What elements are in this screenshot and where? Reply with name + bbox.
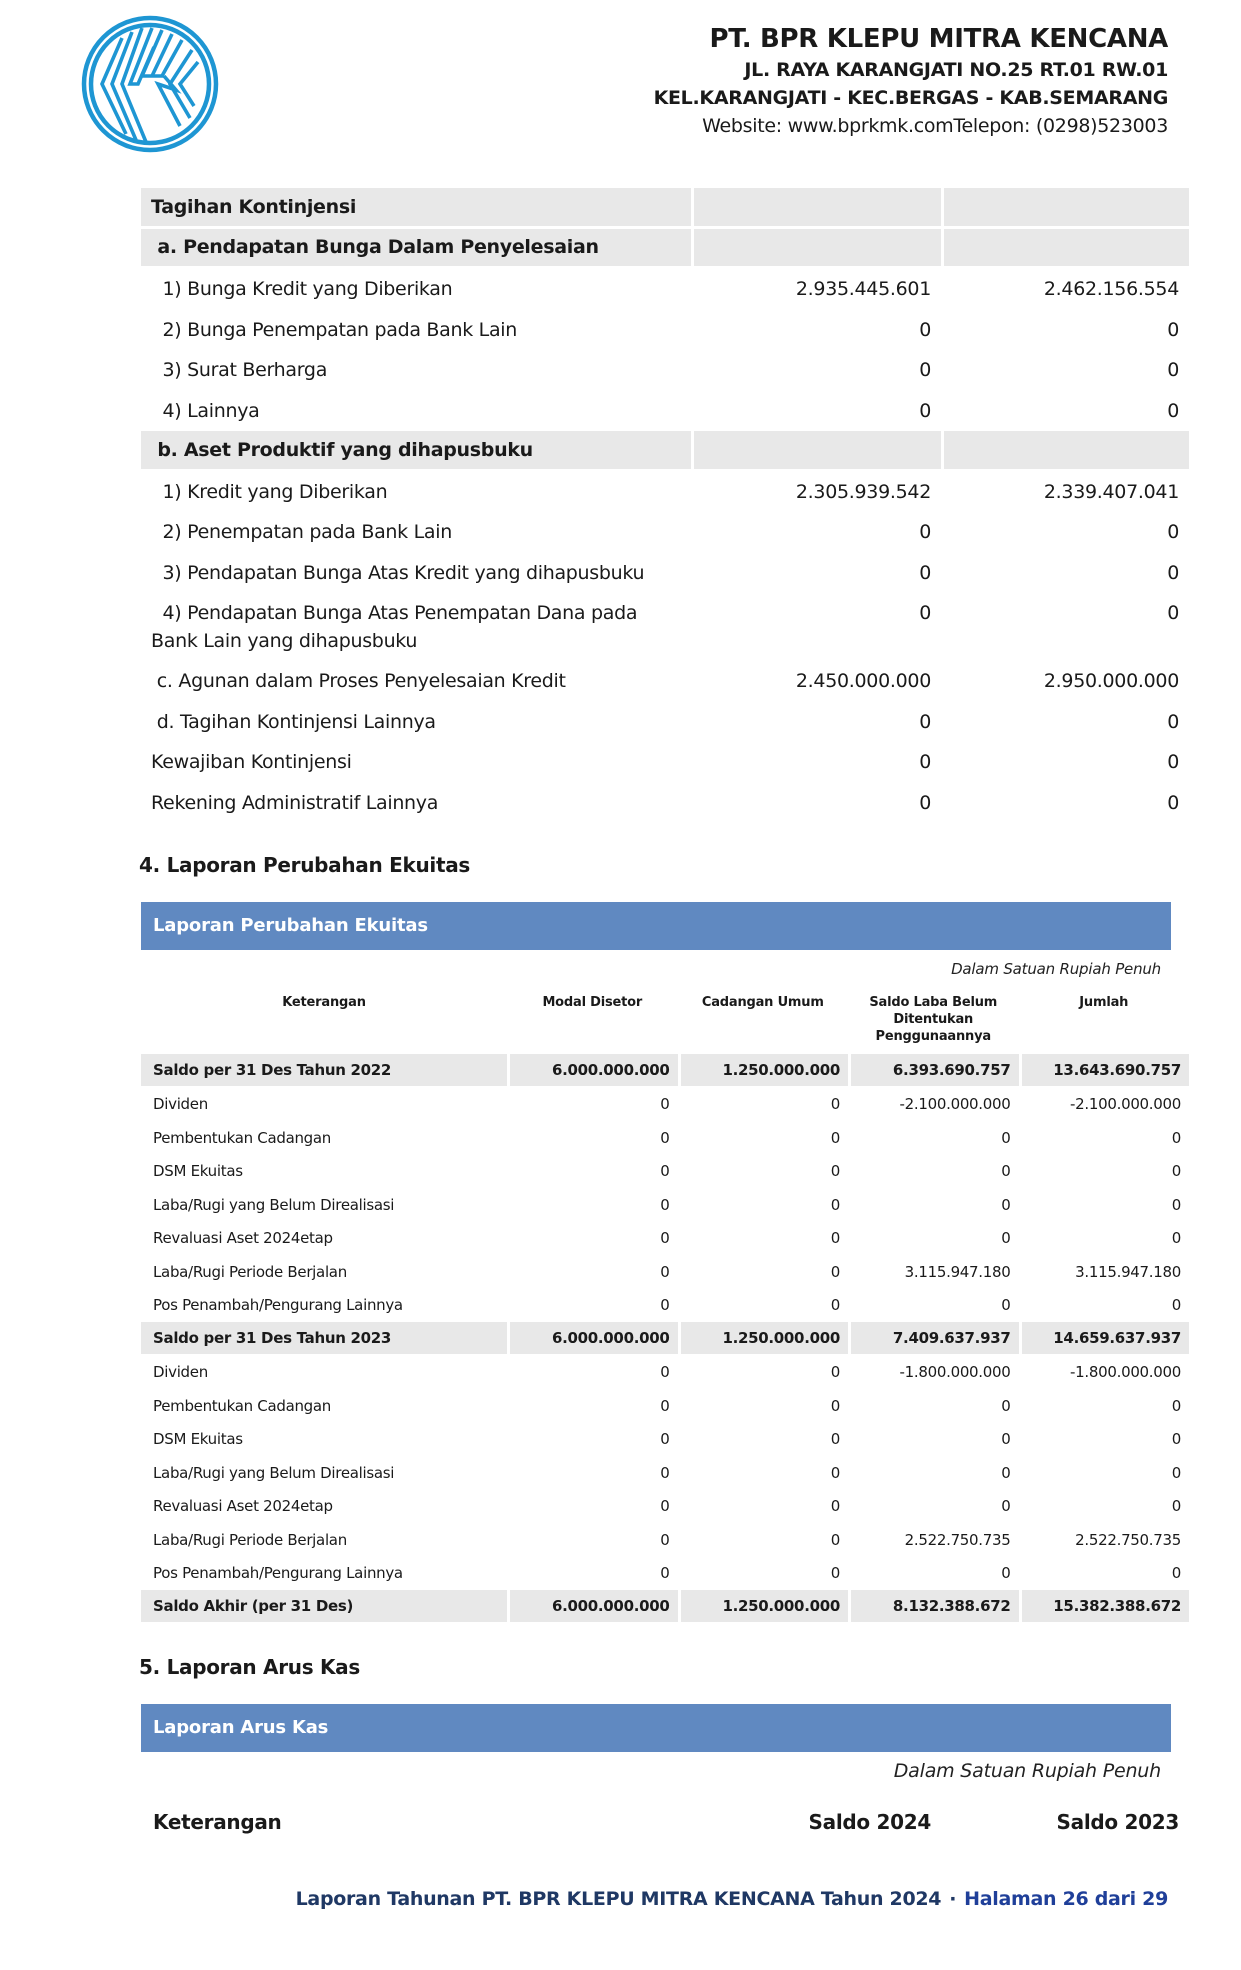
value-2024 [691,188,941,229]
table-row [141,269,1189,310]
cell-value: 0 [830,1296,841,1315]
cell-value: 0 [1001,1229,1011,1248]
cell-value: 2.522.750.735 [904,1530,1011,1549]
cell-value: 7.409.637.937 [848,1322,1018,1356]
cell-value: 6.000.000.000 [507,1590,677,1624]
cell-value: 0 [660,1162,670,1181]
cell-value: 0 [1171,1564,1181,1583]
table-row [141,1490,1189,1524]
value-2023 [941,188,1189,229]
cell-value: 0 [660,1095,670,1114]
value-2023: 0 [1167,399,1179,422]
row-label: Laba/Rugi yang Belum Direalisasi [153,1463,395,1482]
column-header: Cadangan Umum [701,995,824,1010]
cell-value: 0 [830,1128,841,1147]
cell-value: 6.000.000.000 [507,1054,677,1088]
table-row [141,1088,1189,1122]
cell-value: 0 [830,1095,841,1114]
table-row [141,188,1189,229]
row-label: Dividen [153,1095,208,1114]
row-label: Pos Penambah/Pengurang Lainnya [153,1296,403,1315]
table-row [141,702,1189,743]
contingency-table [141,188,1189,823]
column-header-keterangan: Keterangan [153,1810,282,1834]
value-2024: 0 [919,710,931,733]
value-2023: 0 [1167,751,1179,774]
row-label: Pembentukan Cadangan [153,1128,331,1147]
section-title-cashflow: 5. Laporan Arus Kas [139,1655,360,1679]
value-2023: 0 [1167,791,1179,814]
cashflow-column-headers [141,1810,1189,1834]
row-label: 4) Pendapatan Bunga Atas Penempatan Dana pada Bank Lain yang dihapusbuku [151,602,643,652]
row-label: Dividen [153,1363,208,1382]
cell-value: 0 [660,1463,670,1482]
value-2023: 0 [1167,602,1179,624]
value-2024: 0 [919,791,931,814]
cell-value: 0 [1171,1430,1181,1449]
table-row [141,229,1189,270]
table-row [141,1222,1189,1256]
row-label: Tagihan Kontinjensi [141,188,691,229]
cell-value: 0 [1171,1463,1181,1482]
value-2024: 0 [919,561,931,584]
cell-value: 1.250.000.000 [678,1054,848,1088]
value-2023: 0 [1167,710,1179,733]
row-label: Pos Penambah/Pengurang Lainnya [153,1564,403,1583]
cell-value: 0 [830,1463,841,1482]
value-2023 [941,431,1189,472]
cell-value: 0 [660,1262,670,1281]
cell-value: 0 [1001,1296,1011,1315]
cell-value: 0 [1001,1195,1011,1214]
value-2024: 2.305.939.542 [795,480,931,503]
company-header [654,22,1168,140]
row-label: Laba/Rugi Periode Berjalan [153,1530,347,1549]
table-row [141,310,1189,351]
cell-value: 0 [1171,1497,1181,1516]
cell-value: 0 [830,1229,841,1248]
cell-value: 0 [1001,1497,1011,1516]
row-label: 3) Surat Berharga [151,359,328,382]
row-label: a. Pendapatan Bunga Dalam Penyelesaian [141,229,691,270]
row-label: 2) Bunga Penempatan pada Bank Lain [151,318,518,341]
value-2024: 0 [919,602,931,624]
cell-value: 0 [1001,1396,1011,1415]
cell-value: -1.800.000.000 [899,1363,1011,1382]
cell-value: 14.659.637.937 [1019,1322,1190,1356]
value-2024: 0 [919,751,931,774]
cell-value: 0 [830,1363,841,1382]
equity-table-header-row [141,990,1189,1054]
row-label: Rekening Administratif Lainnya [151,791,439,814]
table-row [141,593,1189,661]
page-footer [296,1888,1168,1910]
cell-value: 0 [1001,1128,1011,1147]
value-2024: 2.450.000.000 [795,670,931,693]
table-row [141,431,1189,472]
value-2024: 0 [919,399,931,422]
table-row [141,1523,1189,1557]
cell-value: 2.522.750.735 [1075,1530,1181,1549]
cell-value: 3.115.947.180 [904,1262,1011,1281]
cell-value: 0 [1171,1229,1181,1248]
value-2024: 0 [919,521,931,544]
value-2023: 2.339.407.041 [1043,480,1179,503]
cell-value: 6.000.000.000 [507,1322,677,1356]
cashflow-unit-note: Dalam Satuan Rupiah Penuh [893,1760,1161,1782]
row-label: 4) Lainnya [151,399,260,422]
column-header-saldo-2024: Saldo 2024 [808,1810,931,1834]
table-row [141,1289,1189,1323]
value-2023: 0 [1167,561,1179,584]
cell-value: 0 [660,1564,670,1583]
company-contact: Website: www.bprkmk.comTelepon: (0298)523003 [702,115,1168,137]
cell-value: 0 [830,1262,841,1281]
cell-value: -2.100.000.000 [1070,1095,1181,1114]
cell-value: 13.643.690.757 [1019,1054,1190,1088]
row-label: Pembentukan Cadangan [153,1396,331,1415]
value-2023: 0 [1167,359,1179,382]
row-label: Revaluasi Aset 2024etap [153,1229,333,1248]
column-header-saldo-2023: Saldo 2023 [1056,1810,1179,1834]
cashflow-table-header-bar: Laporan Arus Kas [141,1704,1171,1752]
saldo-row [141,1322,1189,1356]
column-header: Jumlah [1079,995,1129,1010]
cell-value: 0 [660,1296,670,1315]
value-2023 [941,229,1189,270]
row-label: Saldo Akhir (per 31 Des) [141,1590,507,1624]
table-row [141,1423,1189,1457]
row-label: 2) Penempatan pada Bank Lain [151,521,452,544]
table-row [141,1389,1189,1423]
table-row [141,553,1189,594]
cell-value: 15.382.388.672 [1019,1590,1190,1624]
value-2024: 0 [919,359,931,382]
row-label: Saldo per 31 Des Tahun 2023 [141,1322,507,1356]
row-label: Laba/Rugi Periode Berjalan [153,1262,347,1281]
table-row [141,661,1189,702]
cell-value: 6.393.690.757 [848,1054,1018,1088]
cell-value: 0 [1001,1162,1011,1181]
table-row [141,1188,1189,1222]
cell-value: 0 [1171,1195,1181,1214]
table-row [141,742,1189,783]
cell-value: 0 [1171,1296,1181,1315]
cell-value: -2.100.000.000 [899,1095,1011,1114]
cell-value: 8.132.388.672 [848,1590,1018,1624]
cell-value: 0 [1171,1128,1181,1147]
cell-value: 1.250.000.000 [678,1322,848,1356]
cell-value: 0 [830,1162,841,1181]
saldo-row [141,1590,1189,1624]
table-row [141,783,1189,824]
value-2023: 2.462.156.554 [1043,278,1179,301]
row-label: 1) Bunga Kredit yang Diberikan [151,278,453,301]
footer-separator: · [949,1888,957,1910]
cell-value: 0 [660,1530,670,1549]
value-2024: 0 [919,318,931,341]
value-2023: 0 [1167,521,1179,544]
table-row [141,1557,1189,1591]
cell-value: 0 [830,1564,841,1583]
cell-value: 3.115.947.180 [1075,1262,1181,1281]
cell-value: 0 [660,1363,670,1382]
cell-value: 0 [830,1430,841,1449]
cell-value: 0 [660,1396,670,1415]
table-row [141,1255,1189,1289]
cell-value: 0 [1001,1463,1011,1482]
table-row [141,1155,1189,1189]
cell-value: 0 [1171,1162,1181,1181]
cell-value: 0 [660,1229,670,1248]
column-header: Modal Disetor [542,995,643,1010]
cell-value: 0 [830,1530,841,1549]
page-number: Halaman 26 dari 29 [964,1888,1168,1910]
row-label: b. Aset Produktif yang dihapusbuku [141,431,691,472]
table-row [141,1456,1189,1490]
cell-value: 0 [830,1396,841,1415]
table-row [141,350,1189,391]
cell-value: 0 [660,1497,670,1516]
company-name: PT. BPR KLEPU MITRA KENCANA [709,24,1168,54]
row-label: d. Tagihan Kontinjensi Lainnya [151,710,436,733]
row-label: DSM Ekuitas [153,1430,243,1449]
footer-report-title: Laporan Tahunan PT. BPR KLEPU MITRA KENCANA Tahun 2024 [295,1888,942,1910]
table-row [141,472,1189,513]
company-address-line2: KEL.KARANGJATI - KEC.BERGAS - KAB.SEMARANG [653,87,1168,109]
row-label: Revaluasi Aset 2024etap [153,1497,333,1516]
value-2024 [691,229,941,270]
equity-table-header-bar: Laporan Perubahan Ekuitas [141,902,1171,950]
table-row [141,1121,1189,1155]
cell-value: 0 [660,1195,670,1214]
cell-value: -1.800.000.000 [1070,1363,1181,1382]
row-label: Kewajiban Kontinjensi [151,751,352,774]
value-2023: 2.950.000.000 [1043,670,1179,693]
row-label: Saldo per 31 Des Tahun 2022 [141,1054,507,1088]
cell-value: 0 [830,1195,841,1214]
table-row [141,391,1189,432]
company-address-line1: JL. RAYA KARANGJATI NO.25 RT.01 RW.01 [744,59,1168,81]
column-header: Keterangan [282,995,366,1010]
value-2024 [691,431,941,472]
company-logo-icon [80,14,220,154]
saldo-row [141,1054,1189,1088]
cell-value: 0 [660,1128,670,1147]
cell-value: 0 [830,1497,841,1516]
row-label: 1) Kredit yang Diberikan [151,480,388,503]
equity-table [141,990,1189,1624]
value-2024: 2.935.445.601 [795,278,931,301]
row-label: DSM Ekuitas [153,1162,243,1181]
section-title-equity: 4. Laporan Perubahan Ekuitas [139,853,471,877]
column-header: Saldo Laba Belum Ditentukan Penggunaannya [869,995,998,1044]
cell-value: 0 [1001,1430,1011,1449]
table-row [141,1356,1189,1390]
value-2023: 0 [1167,318,1179,341]
cell-value: 0 [660,1430,670,1449]
table-row [141,512,1189,553]
row-label: 3) Pendapatan Bunga Atas Kredit yang dihapusbuku [151,561,645,584]
cell-value: 1.250.000.000 [678,1590,848,1624]
cell-value: 0 [1171,1396,1181,1415]
cell-value: 0 [1001,1564,1011,1583]
row-label: c. Agunan dalam Proses Penyelesaian Kredit [151,670,566,693]
equity-unit-note: Dalam Satuan Rupiah Penuh [951,960,1161,978]
row-label: Laba/Rugi yang Belum Direalisasi [153,1195,395,1214]
